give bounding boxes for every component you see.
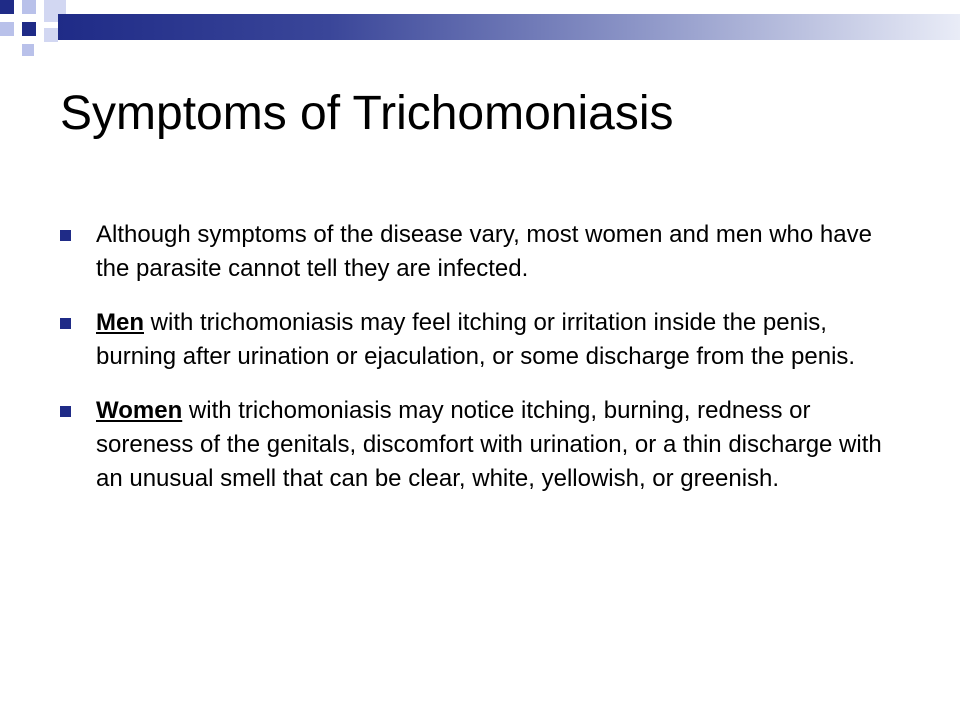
bullet-text: with trichomoniasis may feel itching or irritation inside the penis, burning after urination or ejaculation, or some discharge from the penis. <box>96 309 856 370</box>
slide-title: Symptoms of Trichomoniasis <box>60 87 674 140</box>
decorative-square <box>22 44 34 56</box>
square-bullet-icon <box>60 318 71 329</box>
bullet-item <box>60 394 900 496</box>
decorative-square <box>0 22 14 36</box>
decorative-square <box>22 22 36 36</box>
bullet-text: with trichomoniasis may notice itching, burning, redness or soreness of the genitals, discomfort with urination, or a thin discharge with an unusual smell that can be clear, white, yellowish, or greenish. <box>96 397 882 492</box>
bullet-list <box>60 218 900 516</box>
bullet-text: Although symptoms of the disease vary, most women and men who have the parasite cannot tell they are infected. <box>96 221 872 282</box>
decorative-square <box>22 0 36 14</box>
decorative-square <box>44 28 58 42</box>
bullet-keyword: Women <box>96 397 183 424</box>
decorative-square <box>0 0 14 14</box>
square-bullet-icon <box>60 406 71 417</box>
bullet-item <box>60 218 900 286</box>
bullet-keyword: Men <box>96 309 144 336</box>
bullet-item <box>60 306 900 374</box>
square-bullet-icon <box>60 230 71 241</box>
header-gradient-bar <box>58 14 960 40</box>
